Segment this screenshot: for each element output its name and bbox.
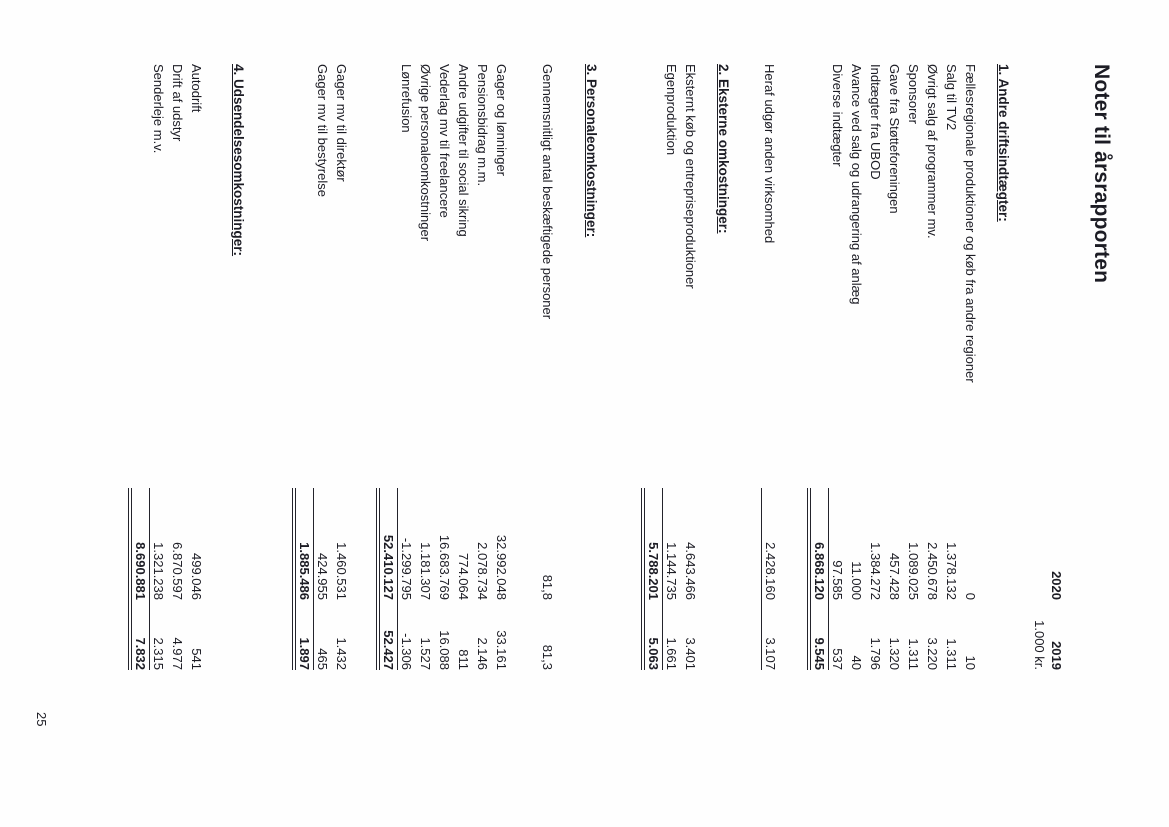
value-2020: 8.690.881: [128, 488, 150, 600]
unit-label: 1.000 kr.: [1032, 620, 1047, 670]
column-header-2019: 2019: [1049, 641, 1064, 670]
value-2020: 2.428.160: [761, 488, 779, 600]
value-2019: 811: [456, 649, 471, 670]
table-row: [905, 64, 924, 670]
value-2020: 1.181.307: [418, 542, 433, 600]
table-row: [398, 64, 417, 670]
value-2019: 537: [830, 648, 845, 670]
value-2020: 1.885.486: [292, 488, 314, 600]
table-row: [417, 64, 436, 670]
value-2019: 40: [849, 655, 864, 670]
value-2019: 1.527: [418, 637, 433, 670]
value-2019: 9.545: [807, 600, 829, 670]
section4-table: [128, 64, 207, 670]
row-label: Andre udgifter til social sikring: [456, 64, 471, 237]
value-2019: 81,3: [540, 644, 555, 670]
section4-heading: 4. Udsendelsesomkostninger:: [231, 64, 246, 257]
row-label: Øvrigt salg af programmer mv.: [925, 64, 940, 239]
value-2020: 2.078.734: [475, 542, 490, 600]
table-row: [848, 64, 867, 670]
page-number: 25: [34, 712, 49, 727]
row-label: Indtægter fra UBOD: [868, 64, 883, 180]
row-label: Eksternt køb og entrepriseproduktioner: [683, 64, 698, 289]
value-2019: 5.063: [641, 600, 663, 670]
table-row: [474, 64, 493, 670]
value-2020: 1.384.272: [868, 542, 883, 600]
value-2020: 52.410.127: [376, 488, 398, 600]
value-2019: 1.661: [664, 637, 679, 670]
value-2020: 2.450.678: [925, 542, 940, 600]
row-label: Øvrige personaleomkostninger: [418, 64, 433, 242]
section3-table: [376, 64, 512, 670]
document-title: Noter til årsrapporten: [1090, 64, 1113, 284]
value-2020: 1.089.025: [906, 542, 921, 600]
table-row: [128, 64, 150, 670]
section2-heading: 2. Eksterne omkostninger:: [716, 64, 731, 234]
table-row: [150, 64, 169, 670]
table-row: [188, 64, 207, 670]
value-2020: 81,8: [540, 574, 555, 600]
section3-heading: 3. Personaleomkostninger:: [584, 64, 599, 238]
value-2019: 3.401: [683, 637, 698, 670]
value-2020: 4.643.466: [683, 542, 698, 600]
table-row: [682, 64, 701, 670]
value-2019: 1.311: [944, 638, 959, 670]
document-content: [128, 64, 1113, 670]
value-2019: 1.796: [868, 637, 883, 670]
value-2020: 1.460.531: [334, 542, 349, 600]
value-2019: 7.832: [128, 600, 150, 670]
table-row: [761, 64, 780, 670]
table-row: [867, 64, 886, 670]
table-row: [943, 64, 962, 670]
row-label: Drift af udstyr: [170, 64, 185, 142]
section1-heading: 1. Andre driftsindtægter:: [996, 64, 1011, 222]
unit-row: [1031, 64, 1048, 670]
value-2020: 6.870.597: [170, 542, 185, 600]
table-row: [962, 64, 981, 670]
value-2020: 424.955: [315, 553, 330, 600]
table-row: [333, 64, 352, 670]
row-label: Sponsorer: [906, 64, 921, 124]
row-label: Egenproduktion: [664, 64, 679, 156]
value-2020: -1.299.795: [399, 537, 414, 600]
table-row: [829, 64, 848, 670]
value-2020: 499.046: [189, 553, 204, 600]
value-2020: 5.788.201: [641, 488, 663, 600]
row-label: Gager og lønninger: [494, 64, 509, 177]
value-2020: 16.683.769: [437, 534, 452, 600]
row-label: Salg til TV2: [944, 64, 959, 131]
row-label: Pensionsbidrag m.m.: [475, 64, 490, 187]
table-row: [314, 64, 333, 670]
table-row: [886, 64, 905, 670]
row-label: Heraf udgør anden virksomhed: [762, 64, 777, 244]
value-2019: 10: [963, 655, 978, 670]
table-row: [436, 64, 455, 670]
value-2019: 1.311: [906, 638, 921, 670]
table-row: [539, 64, 558, 670]
value-2019: 4.977: [170, 637, 185, 670]
value-2020: 11.000: [849, 561, 864, 600]
section3-management-table: [292, 64, 352, 670]
row-label: Senderleje m.v.: [151, 64, 166, 154]
table-row: [924, 64, 943, 670]
value-2019: 1.432: [334, 637, 349, 670]
row-label: Autodrift: [189, 64, 204, 113]
table-row: [641, 64, 663, 670]
table-row: [663, 64, 682, 670]
row-label: Fællesregionale produktioner og køb fra andre regioner: [963, 64, 978, 383]
row-label: Gave fra Støtteforeningen: [887, 64, 902, 214]
row-label: Vederlag mv til freelancere: [437, 64, 452, 218]
value-2020: 0: [963, 592, 978, 600]
section1-heraf-table: [761, 64, 780, 670]
section3-average-table: [539, 64, 558, 670]
column-header-row: [1048, 64, 1067, 670]
value-2020: 457.428: [887, 553, 902, 600]
value-2019: 33.161: [494, 630, 509, 670]
value-2019: 52.427: [376, 600, 398, 670]
row-label: Lønrefusion: [399, 64, 414, 133]
row-label: Avance ved salg og udrangering af anlæg: [849, 64, 864, 305]
row-label: Gager mv til direktør: [334, 64, 349, 182]
row-label: Gager mv til bestyrelse: [315, 64, 330, 197]
value-2020: 6.868.120: [807, 488, 829, 600]
table-row: [292, 64, 314, 670]
value-2020: 1.144.735: [664, 542, 679, 600]
value-2019: 16.088: [437, 630, 452, 670]
value-2020: 97.585: [830, 560, 845, 600]
value-2019: 541: [189, 648, 204, 670]
row-label: Gennemsnitligt antal beskæftigede personer: [540, 64, 555, 320]
value-2020: 32.992.048: [494, 534, 509, 600]
value-2019: 1.320: [887, 637, 902, 670]
row-label: Diverse indtægter: [830, 64, 845, 167]
value-2019: 1.897: [292, 600, 314, 670]
column-header-2020: 2020: [1049, 571, 1064, 600]
value-2019: 465: [315, 648, 330, 670]
table-row: [169, 64, 188, 670]
value-2020: 1.321.238: [151, 542, 166, 600]
value-2020: 774.064: [456, 553, 471, 600]
table-row: [455, 64, 474, 670]
table-row: [493, 64, 512, 670]
section2-table: [641, 64, 701, 670]
value-2019: -1.306: [399, 633, 414, 670]
value-2019: 3.107: [761, 600, 779, 670]
table-row: [807, 64, 829, 670]
value-2020: 1.378.132: [944, 542, 959, 600]
section1-table: [807, 64, 981, 670]
value-2019: 2.315: [151, 637, 166, 670]
table-row: [376, 64, 398, 670]
value-2019: 2.146: [475, 637, 490, 670]
value-2019: 3.220: [925, 637, 940, 670]
